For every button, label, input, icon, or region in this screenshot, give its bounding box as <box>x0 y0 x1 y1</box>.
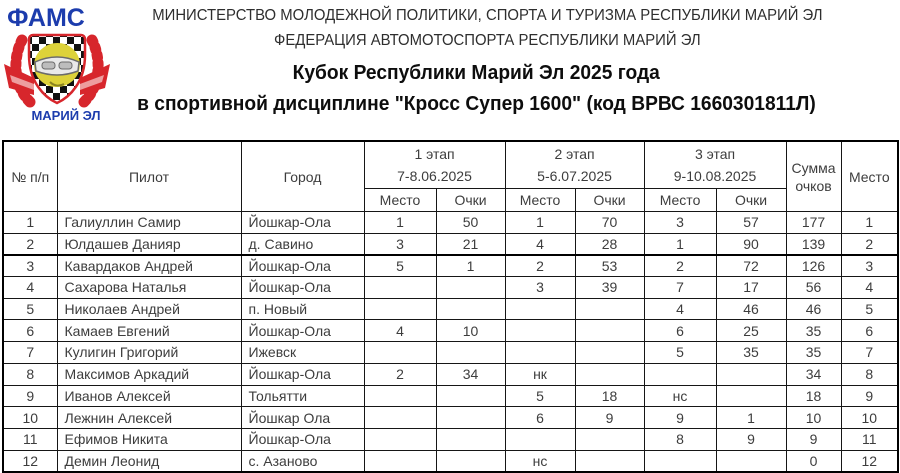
cell-city: Йошкар-Ола <box>241 212 364 234</box>
stage2-name: 2 этап <box>554 146 595 162</box>
cell-pilot: Камаев Евгений <box>57 320 241 342</box>
cell-city: д. Савино <box>241 233 364 255</box>
cell-s1_pts: 1 <box>436 255 505 277</box>
document-title <box>60 58 892 120</box>
cell-place: 10 <box>841 407 898 429</box>
cell-s3_pts <box>716 385 786 407</box>
cell-s1_place <box>364 450 436 472</box>
cell-s2_place <box>505 342 575 364</box>
cell-pilot: Галиуллин Самир <box>57 212 241 234</box>
cell-pilot: Ефимов Никита <box>57 428 241 450</box>
cell-s3_pts: 35 <box>716 342 786 364</box>
table-row <box>3 407 898 429</box>
cell-s2_pts <box>575 342 644 364</box>
cell-pilot: Николаев Андрей <box>57 298 241 320</box>
table-row <box>3 385 898 407</box>
cell-s1_place: 2 <box>364 363 436 385</box>
cell-pilot: Максимов Аркадий <box>57 363 241 385</box>
subheader-stage1-place: Место <box>364 189 436 212</box>
cell-total: 10 <box>786 407 841 429</box>
cell-s3_pts: 25 <box>716 320 786 342</box>
table-row <box>3 428 898 450</box>
cell-city: Тольятти <box>241 385 364 407</box>
cell-pilot: Юлдашев Данияр <box>57 233 241 255</box>
col-header-stage1 <box>364 141 505 189</box>
cell-s3_place: нс <box>644 385 716 407</box>
cell-pilot: Лежнин Алексей <box>57 407 241 429</box>
cell-s3_place: 1 <box>644 233 716 255</box>
cell-s2_place <box>505 428 575 450</box>
title-line-2: в спортивной дисциплине "Кросс Супер 1600" (код ВРВС 1660301811Л) <box>136 93 816 115</box>
cell-s2_pts <box>575 428 644 450</box>
cell-s1_pts: 50 <box>436 212 505 234</box>
cell-s1_pts: 34 <box>436 363 505 385</box>
cell-s2_pts <box>575 320 644 342</box>
cell-s3_place: 4 <box>644 298 716 320</box>
cell-s3_place <box>644 363 716 385</box>
cell-total: 56 <box>786 277 841 299</box>
table-row <box>3 450 898 472</box>
cell-s2_pts: 39 <box>575 277 644 299</box>
cell-s2_pts <box>575 298 644 320</box>
cell-total: 35 <box>786 320 841 342</box>
subheader-stage2-place: Место <box>505 189 575 212</box>
cell-place: 8 <box>841 363 898 385</box>
cell-city: Ижевск <box>241 342 364 364</box>
cell-s1_pts <box>436 450 505 472</box>
cell-s3_pts: 72 <box>716 255 786 277</box>
cell-s1_pts <box>436 385 505 407</box>
cell-s1_pts: 10 <box>436 320 505 342</box>
cell-s3_pts: 9 <box>716 428 786 450</box>
cell-s3_place: 3 <box>644 212 716 234</box>
stage3-name: 3 этап <box>694 146 736 162</box>
cell-num: 11 <box>3 428 57 450</box>
cell-s2_pts <box>575 450 644 472</box>
cell-s3_place: 6 <box>644 320 716 342</box>
cell-num: 6 <box>3 320 57 342</box>
col-header-pilot: Пилот <box>57 141 241 212</box>
cell-s1_pts <box>436 342 505 364</box>
logo-org-abbr: ФАМС <box>7 4 85 32</box>
cell-s2_pts: 53 <box>575 255 644 277</box>
cell-s2_pts: 70 <box>575 212 644 234</box>
federation-line: ФЕДЕРАЦИЯ АВТОМОТОСПОРТА РЕСПУБЛИКИ МАРИЙ ЭЛ <box>273 32 701 49</box>
cell-num: 12 <box>3 450 57 472</box>
cell-pilot: Кулигин Григорий <box>57 342 241 364</box>
cell-place: 3 <box>841 255 898 277</box>
cell-city: Йошкар Ола <box>241 407 364 429</box>
cell-s3_pts: 17 <box>716 277 786 299</box>
cell-city: с. Азаново <box>241 450 364 472</box>
cell-s3_place: 9 <box>644 407 716 429</box>
cell-s3_place: 5 <box>644 342 716 364</box>
cell-place: 11 <box>841 428 898 450</box>
cell-total: 18 <box>786 385 841 407</box>
cell-num: 1 <box>3 212 57 234</box>
cell-s1_place <box>364 385 436 407</box>
cell-city: Йошкар-Ола <box>241 320 364 342</box>
table-row <box>3 320 898 342</box>
cell-s3_pts: 57 <box>716 212 786 234</box>
cell-s3_pts <box>716 363 786 385</box>
cell-total: 177 <box>786 212 841 234</box>
stage1-name: 1 этап <box>414 146 455 162</box>
table-row <box>3 233 898 255</box>
standings-body <box>3 212 898 472</box>
cell-total: 35 <box>786 342 841 364</box>
cell-city: п. Новый <box>241 298 364 320</box>
org-header <box>78 3 896 53</box>
cell-s3_place: 7 <box>644 277 716 299</box>
cell-total: 139 <box>786 233 841 255</box>
cell-s2_place: нс <box>505 450 575 472</box>
cell-s2_place: 1 <box>505 212 575 234</box>
cell-s1_pts <box>436 298 505 320</box>
cell-s3_pts <box>716 450 786 472</box>
subheader-stage3-place: Место <box>644 189 716 212</box>
cell-s2_place: 3 <box>505 277 575 299</box>
cell-s3_place: 8 <box>644 428 716 450</box>
cell-num: 4 <box>3 277 57 299</box>
stage1-date: 7-8.06.2025 <box>397 168 472 184</box>
stage2-date: 5-6.07.2025 <box>537 168 612 184</box>
logo-region-label: МАРИЙ ЭЛ <box>31 108 101 123</box>
cell-s2_place: 2 <box>505 255 575 277</box>
cell-num: 8 <box>3 363 57 385</box>
cell-place: 2 <box>841 233 898 255</box>
cell-place: 1 <box>841 212 898 234</box>
cell-total: 126 <box>786 255 841 277</box>
cell-num: 10 <box>3 407 57 429</box>
cell-s1_place: 3 <box>364 233 436 255</box>
title-line-1: Кубок Республики Марий Эл 2025 года <box>292 62 660 84</box>
cell-pilot: Кавардаков Андрей <box>57 255 241 277</box>
cell-s1_pts <box>436 428 505 450</box>
cell-s2_pts: 18 <box>575 385 644 407</box>
cell-s2_place <box>505 298 575 320</box>
cell-city: Йошкар-Ола <box>241 277 364 299</box>
cell-num: 7 <box>3 342 57 364</box>
cell-s2_place: 4 <box>505 233 575 255</box>
cell-s2_place: 5 <box>505 385 575 407</box>
cell-s2_place: нк <box>505 363 575 385</box>
standings-table <box>2 140 899 473</box>
cell-num: 2 <box>3 233 57 255</box>
subheader-stage3-points: Очки <box>716 189 786 212</box>
cell-s1_place: 4 <box>364 320 436 342</box>
col-header-stage3 <box>644 141 786 189</box>
col-header-total <box>786 141 841 212</box>
cell-total: 34 <box>786 363 841 385</box>
cell-total: 9 <box>786 428 841 450</box>
cell-s1_place <box>364 342 436 364</box>
ministry-line: МИНИСТЕРСТВО МОЛОДЕЖНОЙ ПОЛИТИКИ, СПОРТА И ТУРИЗМА РЕСПУБЛИКИ МАРИЙ ЭЛ <box>151 7 823 24</box>
cell-place: 12 <box>841 450 898 472</box>
cell-num: 9 <box>3 385 57 407</box>
cell-s2_pts: 28 <box>575 233 644 255</box>
cell-place: 9 <box>841 385 898 407</box>
table-row <box>3 298 898 320</box>
cell-s2_pts: 9 <box>575 407 644 429</box>
cell-s1_place <box>364 428 436 450</box>
cell-place: 7 <box>841 342 898 364</box>
total-label-line2: очков <box>795 177 832 194</box>
cell-pilot: Сахарова Наталья <box>57 277 241 299</box>
cell-place: 5 <box>841 298 898 320</box>
cell-s1_pts <box>436 277 505 299</box>
cell-s3_pts: 90 <box>716 233 786 255</box>
cell-s3_place: 2 <box>644 255 716 277</box>
table-row <box>3 212 898 234</box>
cell-s2_place <box>505 320 575 342</box>
total-label-line1: Сумма <box>791 159 836 176</box>
cell-num: 5 <box>3 298 57 320</box>
table-row <box>3 277 898 299</box>
cell-s3_place <box>644 450 716 472</box>
cell-s3_pts: 46 <box>716 298 786 320</box>
cell-city: Йошкар-Ола <box>241 363 364 385</box>
col-header-city: Город <box>241 141 364 212</box>
cell-place: 6 <box>841 320 898 342</box>
cell-s2_place: 6 <box>505 407 575 429</box>
table-row <box>3 363 898 385</box>
cell-s3_pts: 1 <box>716 407 786 429</box>
cell-s1_place <box>364 277 436 299</box>
cell-s1_place: 5 <box>364 255 436 277</box>
cell-s2_pts <box>575 363 644 385</box>
cell-city: Йошкар-Ола <box>241 428 364 450</box>
cell-s1_place <box>364 407 436 429</box>
cell-place: 4 <box>841 277 898 299</box>
cell-s1_pts: 21 <box>436 233 505 255</box>
col-header-final-place: Место <box>841 141 898 212</box>
col-header-num: № п/п <box>3 141 57 212</box>
table-row <box>3 255 898 277</box>
cell-num: 3 <box>3 255 57 277</box>
subheader-stage2-points: Очки <box>575 189 644 212</box>
cell-pilot: Демин Леонид <box>57 450 241 472</box>
table-row <box>3 342 898 364</box>
cell-s1_place <box>364 298 436 320</box>
cell-total: 46 <box>786 298 841 320</box>
col-header-stage2 <box>505 141 644 189</box>
cell-s1_place: 1 <box>364 212 436 234</box>
cell-s1_pts <box>436 407 505 429</box>
cell-total: 0 <box>786 450 841 472</box>
cell-pilot: Иванов Алексей <box>57 385 241 407</box>
subheader-stage1-points: Очки <box>436 189 505 212</box>
stage3-date: 9-10.08.2025 <box>673 168 757 184</box>
cell-city: Йошкар-Ола <box>241 255 364 277</box>
